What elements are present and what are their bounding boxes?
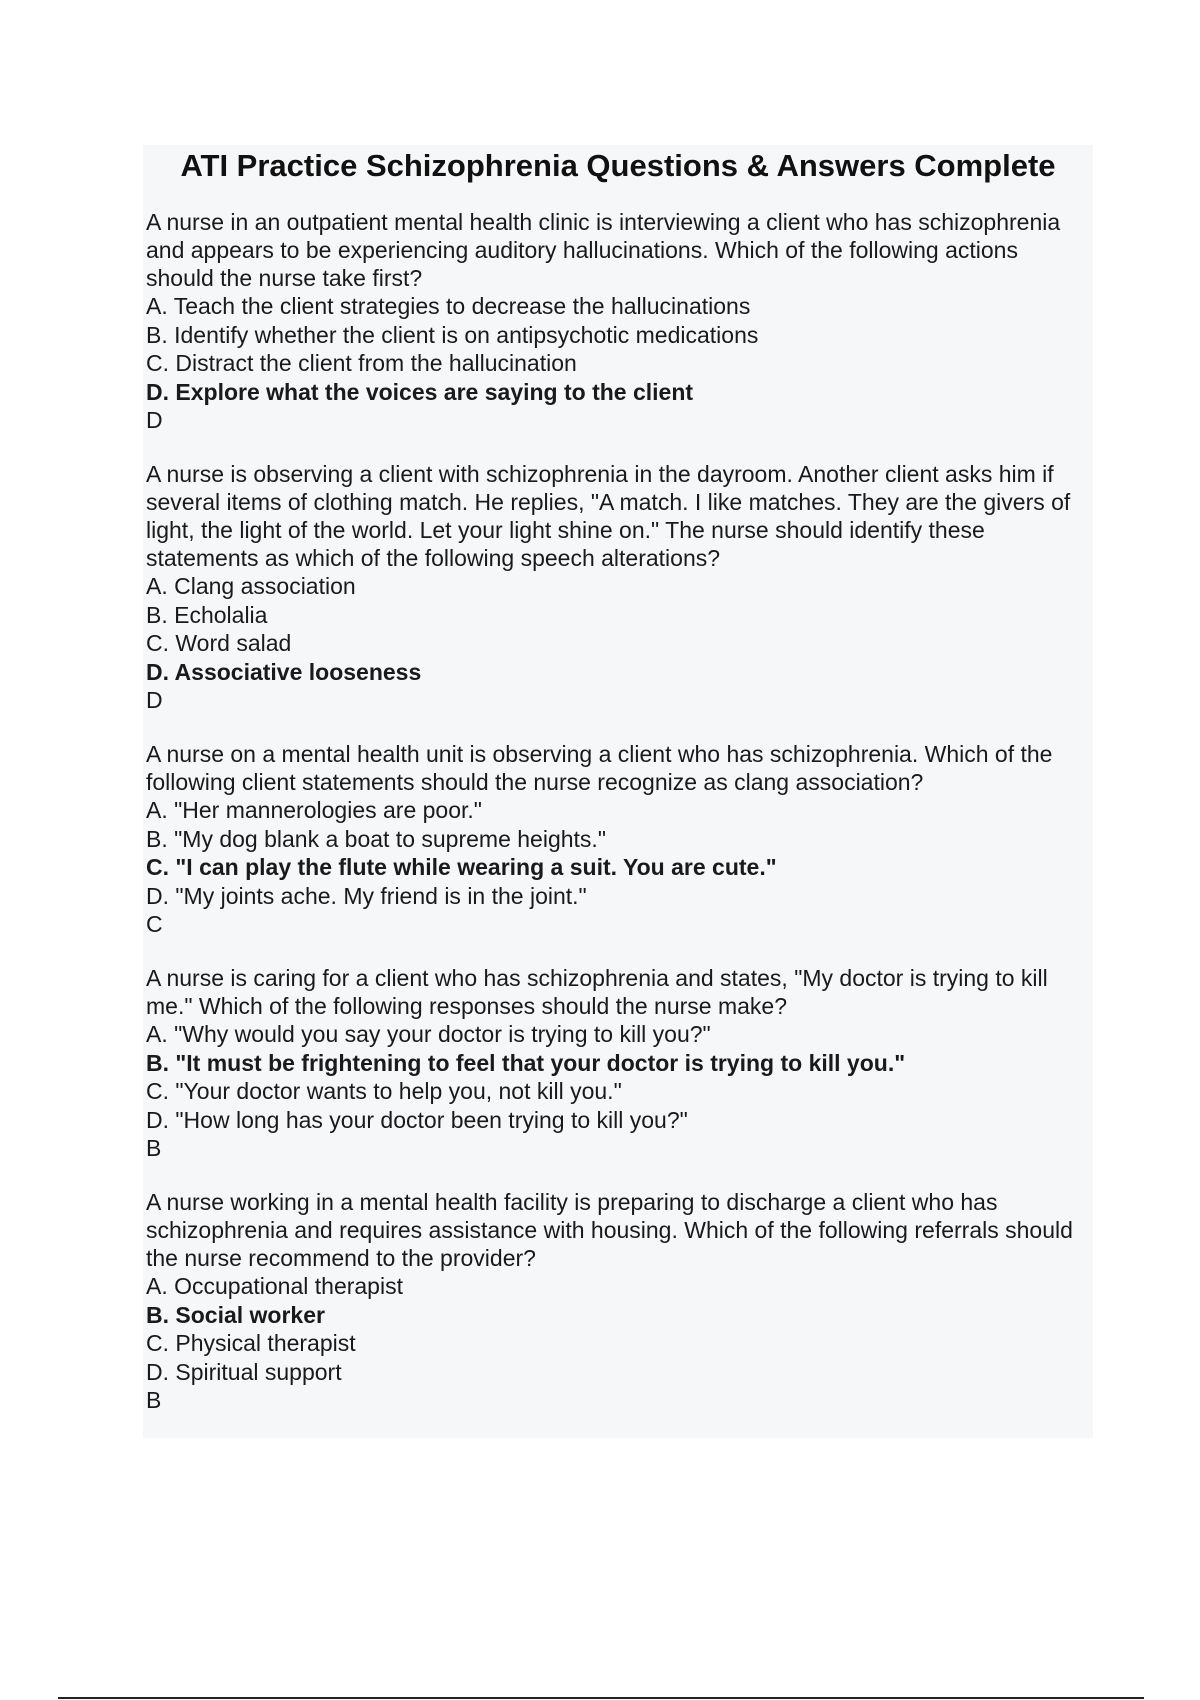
document-title: ATI Practice Schizophrenia Questions & Answers Complete — [180, 148, 1056, 183]
option-c-correct: C. "I can play the flute while wearing a suit. You are cute." — [146, 854, 777, 880]
option-a: A. Clang association — [146, 573, 356, 599]
answer-key: C — [146, 911, 163, 937]
answer-key: D — [146, 407, 163, 433]
answer-key: B — [146, 1387, 162, 1413]
question-stem: A nurse on a mental health unit is observing a client who has schizophrenia. Which of the following client statements should the nurse recognize as clang association? — [146, 741, 1053, 795]
option-a: A. "Her mannerologies are poor." — [146, 797, 482, 823]
answer-key: B — [146, 1135, 162, 1161]
answer-key: D — [146, 687, 163, 713]
answer-options — [146, 796, 1091, 910]
answer-options — [146, 1020, 1091, 1134]
question-3 — [146, 740, 1091, 938]
question-list — [146, 208, 1091, 1440]
question-4 — [146, 964, 1091, 1162]
option-a: A. "Why would you say your doctor is trying to kill you?" — [146, 1021, 711, 1047]
option-b-correct: B. Social worker — [146, 1301, 325, 1328]
option-b: B. Identify whether the client is on antipsychotic medications — [146, 321, 759, 348]
option-d: D. "How long has your doctor been trying to kill you?" — [146, 1106, 688, 1133]
question-stem: A nurse is observing a client with schizophrenia in the dayroom. Another client asks him if several items of clothing match. He replies, "A match. I like matches. They are the givers of light, the light of the world. Let your light shine on." The nurse should identify these statements as which of the following speech alterations? — [146, 461, 1071, 571]
question-stem: A nurse in an outpatient mental health clinic is interviewing a client who has schizophrenia and appears to be experiencing auditory hallucinations. Which of the following actions should the nurse take first? — [146, 209, 1061, 291]
option-d-correct: D. Associative looseness — [146, 658, 422, 685]
question-5 — [146, 1188, 1091, 1414]
answer-options — [146, 292, 1091, 406]
option-d: D. Spiritual support — [146, 1358, 342, 1385]
option-b: B. Echolalia — [146, 601, 268, 628]
question-2 — [146, 460, 1091, 714]
answer-options — [146, 572, 1091, 686]
option-d-correct: D. Explore what the voices are saying to the client — [146, 378, 694, 405]
option-d: D. "My joints ache. My friend is in the joint." — [146, 882, 587, 909]
question-stem: A nurse is caring for a client who has schizophrenia and states, "My doctor is trying to kill me." Which of the following responses should the nurse make? — [146, 965, 1048, 1019]
option-c: C. Physical therapist — [146, 1330, 356, 1356]
option-a: A. Occupational therapist — [146, 1273, 403, 1299]
answer-options — [146, 1272, 1091, 1386]
question-stem: A nurse working in a mental health facility is preparing to discharge a client who has schizophrenia and requires assistance with housing. Which of the following referrals should the nurse recommend to the provider? — [146, 1189, 1073, 1271]
option-a: A. Teach the client strategies to decrease the hallucinations — [146, 293, 751, 319]
option-c: C. Word salad — [146, 630, 292, 656]
option-c: C. "Your doctor wants to help you, not kill you." — [146, 1078, 622, 1104]
option-b: B. "My dog blank a boat to supreme heights." — [146, 825, 606, 852]
option-c: C. Distract the client from the hallucination — [146, 350, 577, 376]
footer-divider — [58, 1697, 1144, 1699]
question-1 — [146, 208, 1091, 434]
option-b-correct: B. "It must be frightening to feel that your doctor is trying to kill you." — [146, 1049, 906, 1076]
